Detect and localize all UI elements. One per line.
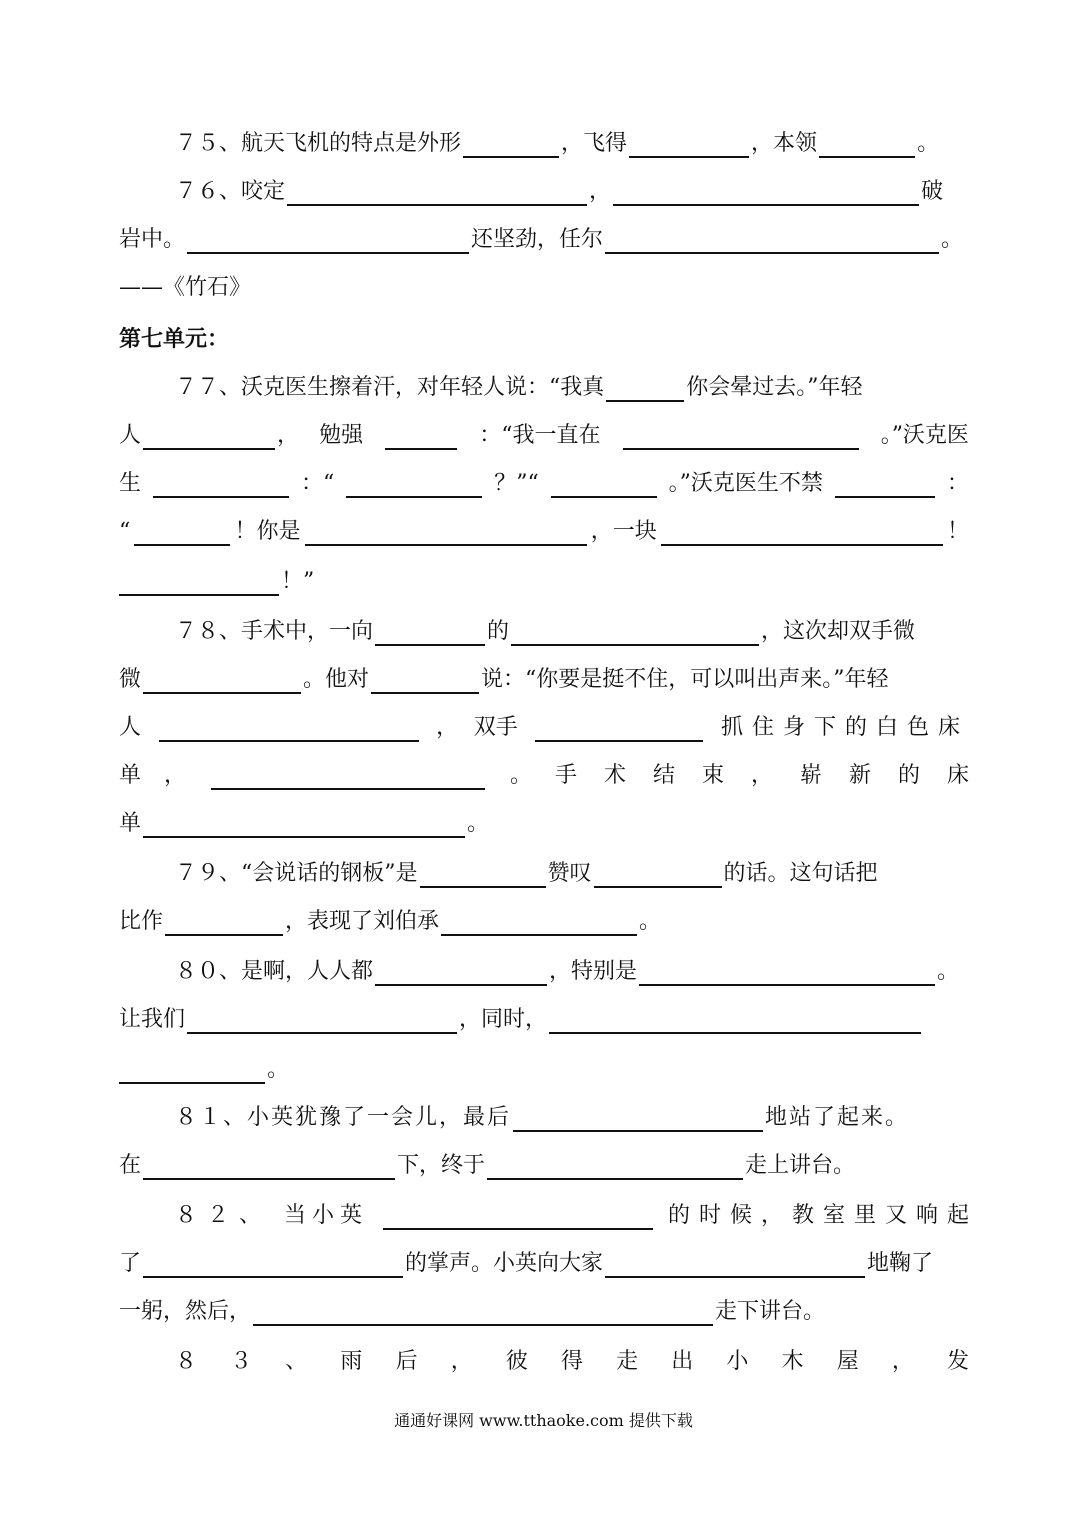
question-number: ７８、 [175,619,242,644]
question-text: 说：“你要是挺不住，可以叫出声来。”年轻 [481,667,889,692]
question-83-char: ， [450,1349,473,1374]
question-text: 让我们 [119,1007,186,1032]
question-text: 当小英 [284,1203,369,1228]
answer-blank[interactable] [187,1008,457,1034]
question-text: 是啊，人人都 [241,959,374,984]
question-text: 。”沃克医生不禁 [668,471,823,496]
question-76 [175,166,969,206]
question-77 [175,362,969,402]
answer-blank[interactable] [594,862,722,888]
question-text: 咬定 [241,179,286,204]
question-77-line2 [119,410,969,450]
question-text: 沃克医生擦着汗，对年轻人说：“我真 [241,375,605,400]
answer-blank[interactable] [253,1300,713,1326]
answer-blank[interactable] [385,424,457,450]
question-number: ８０、 [175,959,242,984]
question-text: 人 [119,715,142,740]
question-text: 。他对 [303,667,370,692]
answer-blank[interactable] [305,520,587,546]
question-78-line3 [119,702,969,742]
question-text: 。 [267,1057,290,1082]
question-text: ，这次却双手微 [761,619,916,644]
question-83 [175,1336,969,1376]
answer-blank[interactable] [153,472,289,498]
question-77-line4 [119,506,969,546]
question-text: 的话。这句话把 [723,861,878,886]
question-text: 走上讲台。 [745,1153,856,1178]
question-text: ，一块 [590,519,657,544]
question-number: ７７、 [175,375,242,400]
question-78-line5 [119,798,969,838]
answer-blank[interactable] [629,132,749,158]
answer-blank[interactable] [287,180,587,206]
question-78 [175,606,969,646]
answer-blank[interactable] [535,716,703,742]
question-77-line5 [119,556,969,596]
answer-blank[interactable] [613,180,919,206]
question-text: 岩中。 [119,227,186,252]
question-83-char: 得 [560,1349,583,1374]
question-text: 。 [509,763,532,788]
answer-blank[interactable] [346,472,482,498]
answer-blank[interactable] [119,1058,265,1084]
question-text: 的 [487,619,510,644]
question-text: 赞叹 [547,861,592,886]
question-text: 生 [119,471,142,496]
answer-blank[interactable] [835,472,935,498]
question-82-line3 [119,1286,969,1326]
question-text: 。 [917,131,940,156]
question-77-line3 [119,458,969,498]
question-text: 还坚劲，任尔 [471,227,604,252]
question-text: 双手 [473,715,518,740]
question-81-line2 [119,1140,969,1180]
answer-blank[interactable] [639,960,935,986]
answer-blank[interactable] [420,862,546,888]
question-83-char: 走 [616,1349,639,1374]
answer-blank[interactable] [549,1008,921,1034]
poem-source [119,262,969,302]
question-text: 。 [639,909,662,934]
question-text: 一躬，然后， [119,1299,252,1324]
question-text: 的时候，教室里又响起 [667,1203,978,1228]
question-text: 小英犹豫了一会儿，最后 [247,1105,512,1130]
question-83-char: 木 [781,1349,804,1374]
question-79-line2 [119,896,969,936]
question-text: 破 [921,179,944,204]
question-text: 。 [941,227,964,252]
question-text: 比作 [119,909,164,934]
question-79 [175,848,969,888]
answer-blank[interactable] [463,132,559,158]
question-83-char: ３ [230,1349,253,1374]
question-text: 手术中，一向 [241,619,374,644]
question-text: 手术结束，崭新的床 [554,763,996,788]
page-footer: 通通好课网 www.tthaoke.com 提供下载 [394,1411,693,1430]
question-78-line4 [119,750,996,790]
question-text: 抓住身下的白色床 [720,715,969,740]
question-80-line3 [119,1044,969,1084]
answer-blank[interactable] [375,620,485,646]
question-text: 。 [937,959,960,984]
question-text: ！” [281,569,315,594]
question-text: ：“ [300,471,335,496]
answer-blank[interactable] [211,764,485,790]
question-text: 走下讲台。 [715,1299,826,1324]
question-83-char: 彼 [505,1349,528,1374]
question-text: ， [436,715,459,740]
question-80-line2 [119,994,969,1034]
question-number: ７５、 [175,131,242,156]
question-text: ？”“ [494,471,539,496]
question-number: ８１、 [175,1105,248,1130]
question-text: 的掌声。小英向大家 [405,1251,604,1276]
question-text: 航天飞机的特点是外形 [241,131,462,156]
question-text: 你会晕过去。”年轻 [686,375,863,400]
question-text: 在 [119,1153,142,1178]
answer-blank[interactable] [143,812,465,838]
question-text: 微 [119,667,142,692]
question-text: 地鞠了 [867,1251,934,1276]
question-number: ８２、 [175,1203,272,1228]
answer-blank[interactable] [511,620,759,646]
question-text: 单 [119,763,142,788]
question-text: 地站了起来。 [765,1105,910,1130]
question-text: “会说话的钢板”是 [241,861,418,886]
answer-blank[interactable] [159,716,419,742]
question-83-char: ８ [175,1349,198,1374]
answer-blank[interactable] [383,1204,653,1230]
question-text: ，特别是 [549,959,638,984]
question-text: 。 [467,811,490,836]
question-82-line2 [119,1238,969,1278]
question-text: ，同时， [459,1007,548,1032]
answer-blank[interactable] [623,424,859,450]
answer-blank[interactable] [143,668,301,694]
question-80 [175,946,969,986]
question-text: 了 [119,1251,142,1276]
question-text: 。”沃克医 [880,423,969,448]
question-text: 单 [119,811,142,836]
answer-blank[interactable] [605,228,939,254]
question-text: ， [589,179,612,204]
answer-blank[interactable] [487,1154,743,1180]
answer-blank[interactable] [187,228,469,254]
question-text: 人 [119,423,142,448]
question-81 [175,1092,969,1132]
question-83-char: 屋 [836,1349,859,1374]
answer-blank[interactable] [661,520,943,546]
question-83-char: 发 [946,1349,969,1374]
question-text: ！你是 [234,519,301,544]
answer-blank[interactable] [606,376,684,402]
answer-blank[interactable] [143,1154,395,1180]
answer-blank[interactable] [119,570,279,596]
question-82 [175,1190,978,1230]
question-text: “ [119,519,131,544]
question-text: ！ [946,519,969,544]
answer-blank[interactable] [165,910,283,936]
question-text: ，本领 [751,131,818,156]
question-number: ７６、 [175,179,242,204]
question-83-char: 雨 [340,1349,363,1374]
question-text: ， [164,763,187,788]
question-text: ，表现了刘伯承 [285,909,440,934]
question-text: 勉强 [319,423,364,448]
answer-blank[interactable] [513,1106,763,1132]
question-83-char: 、 [285,1349,308,1374]
answer-blank[interactable] [143,1252,403,1278]
question-text: 下，终于 [397,1153,486,1178]
question-76-cont [119,214,969,254]
answer-blank[interactable] [551,472,657,498]
answer-blank[interactable] [375,960,547,986]
answer-blank[interactable] [371,668,479,694]
answer-blank[interactable] [441,910,637,936]
answer-blank[interactable] [134,520,230,546]
question-83-char: ， [891,1349,914,1374]
question-78-line2 [119,654,969,694]
question-75 [175,118,969,158]
question-text: ： [946,471,969,496]
answer-blank[interactable] [605,1252,865,1278]
question-83-char: 小 [726,1349,749,1374]
question-83-char: 出 [671,1349,694,1374]
unit-heading: 第七单元： [119,326,230,352]
question-number: ７９、 [175,861,242,886]
question-text: ， [277,423,300,448]
question-text: ：“我一直在 [479,423,601,448]
answer-blank[interactable] [819,132,915,158]
answer-blank[interactable] [143,424,275,450]
question-text: ，飞得 [561,131,628,156]
question-83-char: 后 [395,1349,418,1374]
source-text: ——《竹石》 [119,275,252,300]
